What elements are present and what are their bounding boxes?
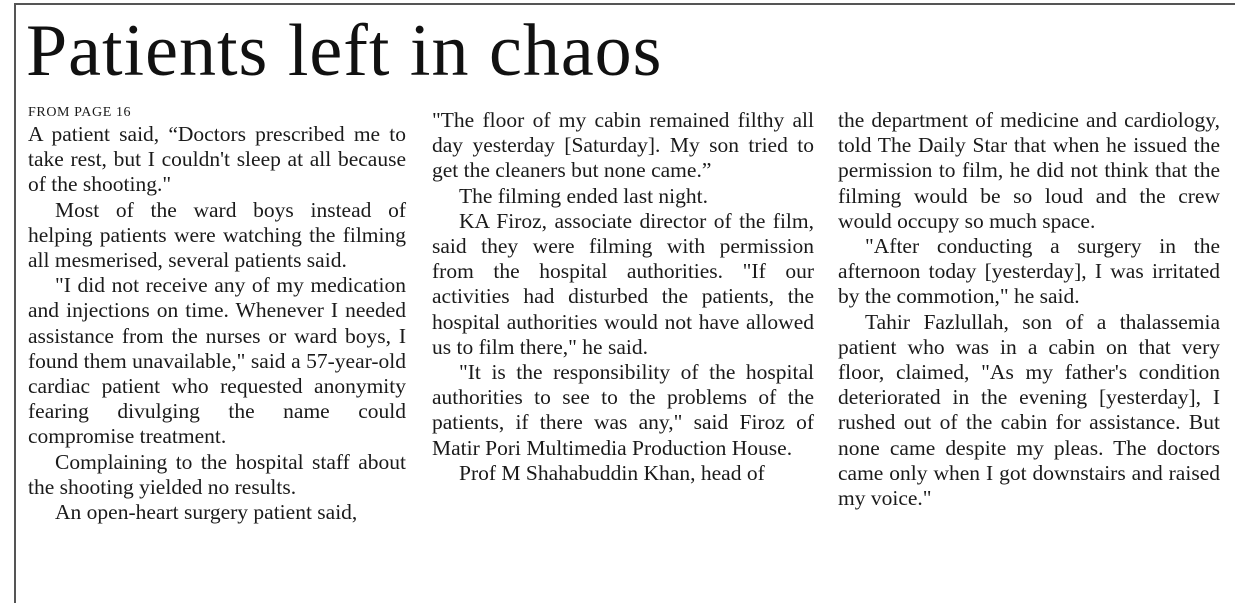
continuation-kicker: FROM PAGE 16: [28, 105, 132, 120]
paragraph: A patient said, “Doctors prescribed me to take rest, but I couldn't sleep at all because of the shooting.": [28, 122, 406, 197]
paragraph: "It is the responsibility of the hospital authorities to see to the problems of the patients, if there was any," said Firoz of Matir Pori Multimedia Production House.: [432, 360, 814, 460]
paragraph: "I did not receive any of my medication and injections on time. Whenever I needed assistance from the nurses or ward boys, I found them unavailable," said a 57-year-old cardiac patient who requested anonymity fearing divulging the name could compromise treatment.: [28, 273, 406, 449]
paragraph: Tahir Fazlullah, son of a thalassemia patient who was in a cabin on that very floor, claimed, "As my father's condition deteriorated in the evening [yesterday], I rushed out of the cabin for assistance. But none came despite my pleas. The doctors came only when I got downstairs and raised my voice.": [838, 309, 1220, 511]
paragraph: Prof M Shahabuddin Khan, head of: [459, 460, 765, 485]
paragraph: "The floor of my cabin remained filthy all day yesterday [Saturday]. My son tried to get the cleaners but none came.”: [432, 108, 814, 183]
top-border-rule: [14, 3, 1235, 5]
left-border-rule: [14, 3, 16, 603]
headline: Patients left in chaos: [26, 10, 663, 92]
paragraph: the department of medicine and cardiology, told The Daily Star that when he issued the permission to film, he did not think that the filming would be so loud and the crew would occupy so much space.: [838, 108, 1220, 233]
paragraph: The filming ended last night.: [459, 183, 708, 208]
paragraph: KA Firoz, associate director of the film, said they were filming with permission from the hospital authorities. "If our activities had disturbed the patients, the hospital authorities would not have allowed us to film there," he said.: [432, 208, 814, 359]
article-column-1: [28, 104, 406, 525]
article-column-3: [838, 108, 1220, 511]
article-column-2: [432, 108, 814, 486]
paragraph: An open-heart surgery patient said,: [55, 500, 358, 525]
paragraph: Complaining to the hospital staff about the shooting yielded no results.: [28, 449, 406, 499]
paragraph: Most of the ward boys instead of helping patients were watching the filming all mesmerised, several patients said.: [28, 197, 406, 273]
paragraph: "After conducting a surgery in the afternoon today [yesterday], I was irritated by the commotion," he said.: [838, 234, 1220, 309]
